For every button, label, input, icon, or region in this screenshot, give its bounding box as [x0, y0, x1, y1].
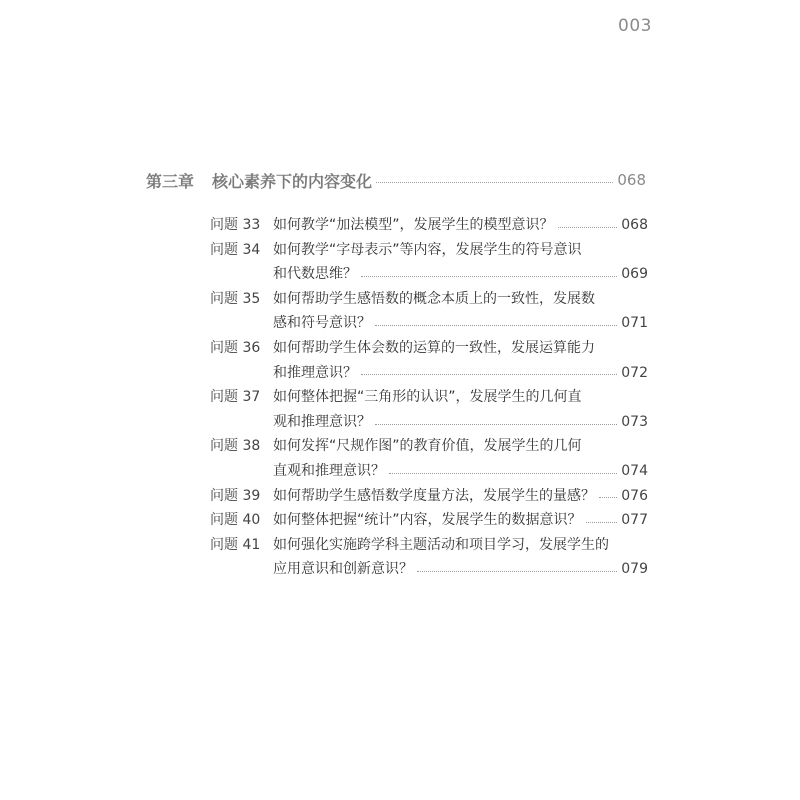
toc-entry[interactable] — [210, 434, 648, 483]
question-text-segment: 感和符号意识？ — [273, 315, 371, 332]
question-number: 问题 36 — [210, 339, 261, 356]
question-text — [273, 213, 648, 238]
question-number: 问题 39 — [210, 487, 261, 504]
question-text — [273, 533, 648, 582]
question-number: 问题 33 — [210, 217, 261, 233]
question-text — [273, 508, 648, 533]
dot-leader — [376, 182, 613, 183]
entry-page: 079 — [621, 561, 648, 578]
entry-page: 077 — [621, 512, 648, 529]
entry-page: 072 — [621, 364, 648, 381]
dot-leader — [361, 276, 617, 277]
question-text-line — [273, 508, 648, 533]
question-text-segment: 如何发挥“尺规作图”的教育价值，发展学生的几何 — [273, 438, 582, 455]
toc-entry[interactable] — [210, 385, 648, 434]
toc-entry[interactable] — [210, 287, 648, 336]
question-text-line — [273, 361, 648, 386]
question-number: 问题 41 — [210, 536, 261, 553]
question-text-line — [273, 336, 648, 361]
dot-leader — [389, 473, 617, 474]
entry-page: 074 — [621, 462, 648, 479]
question-text-line — [273, 557, 648, 582]
question-text-line — [273, 262, 648, 287]
question-text — [273, 287, 648, 336]
question-text-line — [273, 459, 648, 484]
toc-entries — [210, 213, 648, 582]
entry-page: 071 — [621, 315, 648, 332]
chapter-heading[interactable] — [146, 168, 646, 192]
question-text-segment: 如何帮助学生感悟数的概念本质上的一致性，发展数 — [273, 290, 595, 307]
question-text-segment: 和推理意识？ — [273, 364, 357, 381]
question-number: 问题 40 — [210, 512, 261, 529]
toc-entry[interactable] — [210, 336, 648, 385]
question-text — [273, 238, 648, 287]
question-text-segment: 如何教学“字母表示”等内容，发展学生的符号意识 — [273, 241, 582, 258]
question-text-segment: 如何教学“加法模型”，发展学生的模型意识？ — [273, 217, 554, 233]
entry-page: 068 — [621, 217, 648, 233]
dot-leader — [375, 325, 617, 326]
question-number: 问题 38 — [210, 438, 261, 455]
chapter-title: 核心素养下的内容变化 — [212, 171, 373, 191]
question-text-segment: 如何强化实施跨学科主题活动和项目学习，发展学生的 — [273, 536, 609, 553]
question-text-segment: 和代数思维？ — [273, 266, 357, 283]
chapter-number: 第三章 — [146, 171, 195, 191]
dot-leader — [375, 424, 617, 425]
question-text-segment: 观和推理意识？ — [273, 413, 371, 430]
page-number: 003 — [618, 16, 652, 36]
question-text — [273, 385, 648, 434]
question-text-line — [273, 213, 648, 238]
dot-leader — [361, 374, 617, 375]
dot-leader — [558, 227, 618, 228]
question-text — [273, 484, 648, 509]
chapter-page: 068 — [617, 171, 646, 189]
question-text-line — [273, 533, 648, 558]
dot-leader — [586, 522, 618, 523]
entry-page: 069 — [621, 266, 648, 283]
toc-entry[interactable] — [210, 508, 648, 533]
dot-leader — [417, 571, 617, 572]
dot-leader — [599, 497, 617, 498]
question-text — [273, 434, 648, 483]
question-text-segment: 直观和推理意识？ — [273, 462, 385, 479]
toc-entry[interactable] — [210, 484, 648, 509]
question-text-segment: 如何帮助学生感悟数学度量方法，发展学生的量感？ — [273, 487, 595, 504]
question-text-line — [273, 434, 648, 459]
question-text-line — [273, 410, 648, 435]
entry-page: 073 — [621, 413, 648, 430]
entry-page: 076 — [621, 487, 648, 504]
question-text-line — [273, 238, 648, 263]
question-number: 问题 34 — [210, 241, 261, 258]
question-number: 问题 37 — [210, 389, 261, 406]
question-text-segment: 如何整体把握“三角形的认识”，发展学生的几何直 — [273, 389, 582, 406]
question-number: 问题 35 — [210, 290, 261, 307]
question-text-line — [273, 287, 648, 312]
question-text-segment: 应用意识和创新意识？ — [273, 561, 413, 578]
question-text-line — [273, 385, 648, 410]
question-text — [273, 336, 648, 385]
question-text-segment: 如何帮助学生体会数的运算的一致性，发展运算能力 — [273, 339, 595, 356]
toc-entry[interactable] — [210, 213, 648, 238]
question-text-line — [273, 484, 648, 509]
question-text-segment: 如何整体把握“统计”内容，发展学生的数据意识？ — [273, 512, 582, 529]
question-text-line — [273, 311, 648, 336]
toc-entry[interactable] — [210, 238, 648, 287]
toc-entry[interactable] — [210, 533, 648, 582]
